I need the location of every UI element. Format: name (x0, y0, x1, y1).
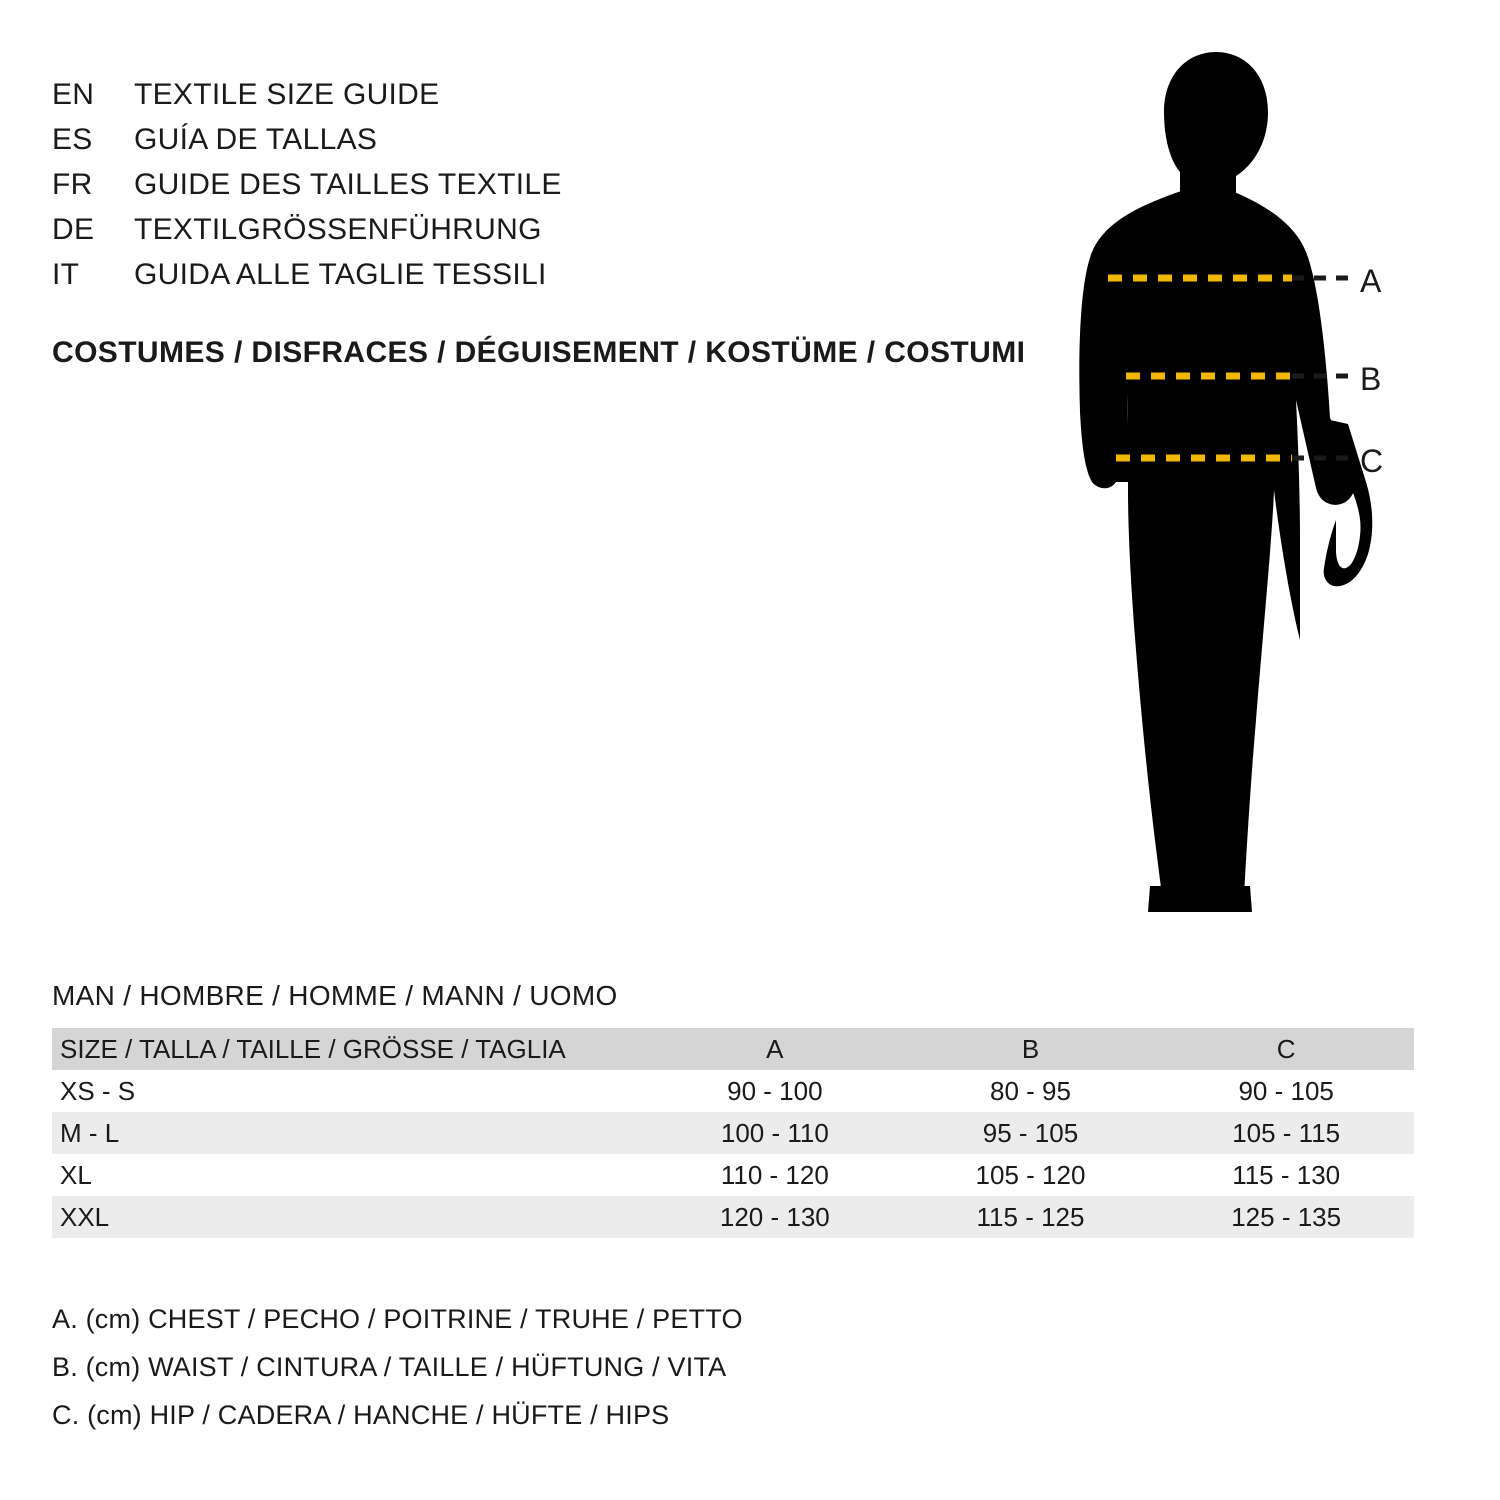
language-label: GUIDA ALLE TAGLIE TESSILI (134, 258, 547, 291)
legend-line-a: A. (cm) CHEST / PECHO / POITRINE / TRUHE / PETTO (52, 1304, 743, 1334)
column-header-b: B (1021, 1033, 1040, 1064)
cell-b: 105 - 120 (975, 1159, 1086, 1190)
column-header-size: SIZE / TALLA / TAILLE / GRÖSSE / TAGLIA (60, 1033, 566, 1064)
table-row (52, 1196, 1414, 1238)
marker-label-c: C (1360, 443, 1384, 479)
table-row (52, 1070, 1414, 1112)
column-header-c: C (1276, 1033, 1296, 1064)
cell-a: 100 - 110 (720, 1117, 829, 1148)
cell-c: 115 - 130 (1232, 1159, 1341, 1190)
silhouette-icon (1000, 20, 1460, 940)
table-row (52, 1112, 1414, 1154)
cell-b: 115 - 125 (976, 1201, 1085, 1232)
cell-a: 120 - 130 (719, 1201, 830, 1232)
cell-size: XXL (60, 1201, 110, 1232)
table-row (52, 1154, 1414, 1196)
legend-line-c: C. (cm) HIP / CADERA / HANCHE / HÜFTE / HIPS (52, 1400, 670, 1430)
language-code: ES (52, 123, 93, 156)
size-table (52, 1028, 1414, 1238)
cell-b: 80 - 95 (990, 1075, 1071, 1106)
language-code: DE (52, 213, 95, 246)
language-code: FR (52, 168, 93, 201)
cell-size: XL (60, 1159, 92, 1190)
legend-line-b: B. (cm) WAIST / CINTURA / TAILLE / HÜFTUNG / VITA (52, 1352, 727, 1382)
language-label: TEXTILE SIZE GUIDE (134, 78, 440, 111)
language-row (52, 252, 952, 297)
language-row (52, 162, 952, 207)
body-measurement-figure (1000, 20, 1460, 940)
language-code: IT (52, 258, 80, 291)
marker-label-b: B (1360, 361, 1382, 397)
table-header-row (52, 1028, 1414, 1070)
cell-c: 105 - 115 (1232, 1117, 1341, 1148)
cell-size: M - L (60, 1117, 120, 1148)
cell-size: XS - S (60, 1075, 136, 1106)
cell-a: 90 - 100 (727, 1075, 823, 1106)
cell-b: 95 - 105 (982, 1117, 1079, 1148)
table-caption: MAN / HOMBRE / HOMME / MANN / UOMO (52, 980, 618, 1011)
cell-a: 110 - 120 (720, 1159, 829, 1190)
language-code: EN (52, 78, 95, 111)
language-row (52, 72, 952, 117)
cell-c: 90 - 105 (1238, 1075, 1334, 1106)
language-list (52, 72, 952, 297)
measurement-legend (52, 1295, 743, 1439)
marker-label-a: A (1360, 263, 1382, 299)
language-row (52, 117, 952, 162)
costumes-subtitle: COSTUMES / DISFRACES / DÉGUISEMENT / KOSTÜME / COSTUMI (52, 336, 1026, 369)
cell-c: 125 - 135 (1231, 1201, 1342, 1232)
size-table-section (52, 980, 1412, 1238)
language-label: GUIDE DES TAILLES TEXTILE (134, 168, 562, 201)
language-row (52, 207, 952, 252)
language-label: TEXTILGRÖSSENFÜHRUNG (134, 213, 542, 246)
language-label: GUÍA DE TALLAS (134, 123, 378, 156)
column-header-a: A (766, 1033, 784, 1064)
